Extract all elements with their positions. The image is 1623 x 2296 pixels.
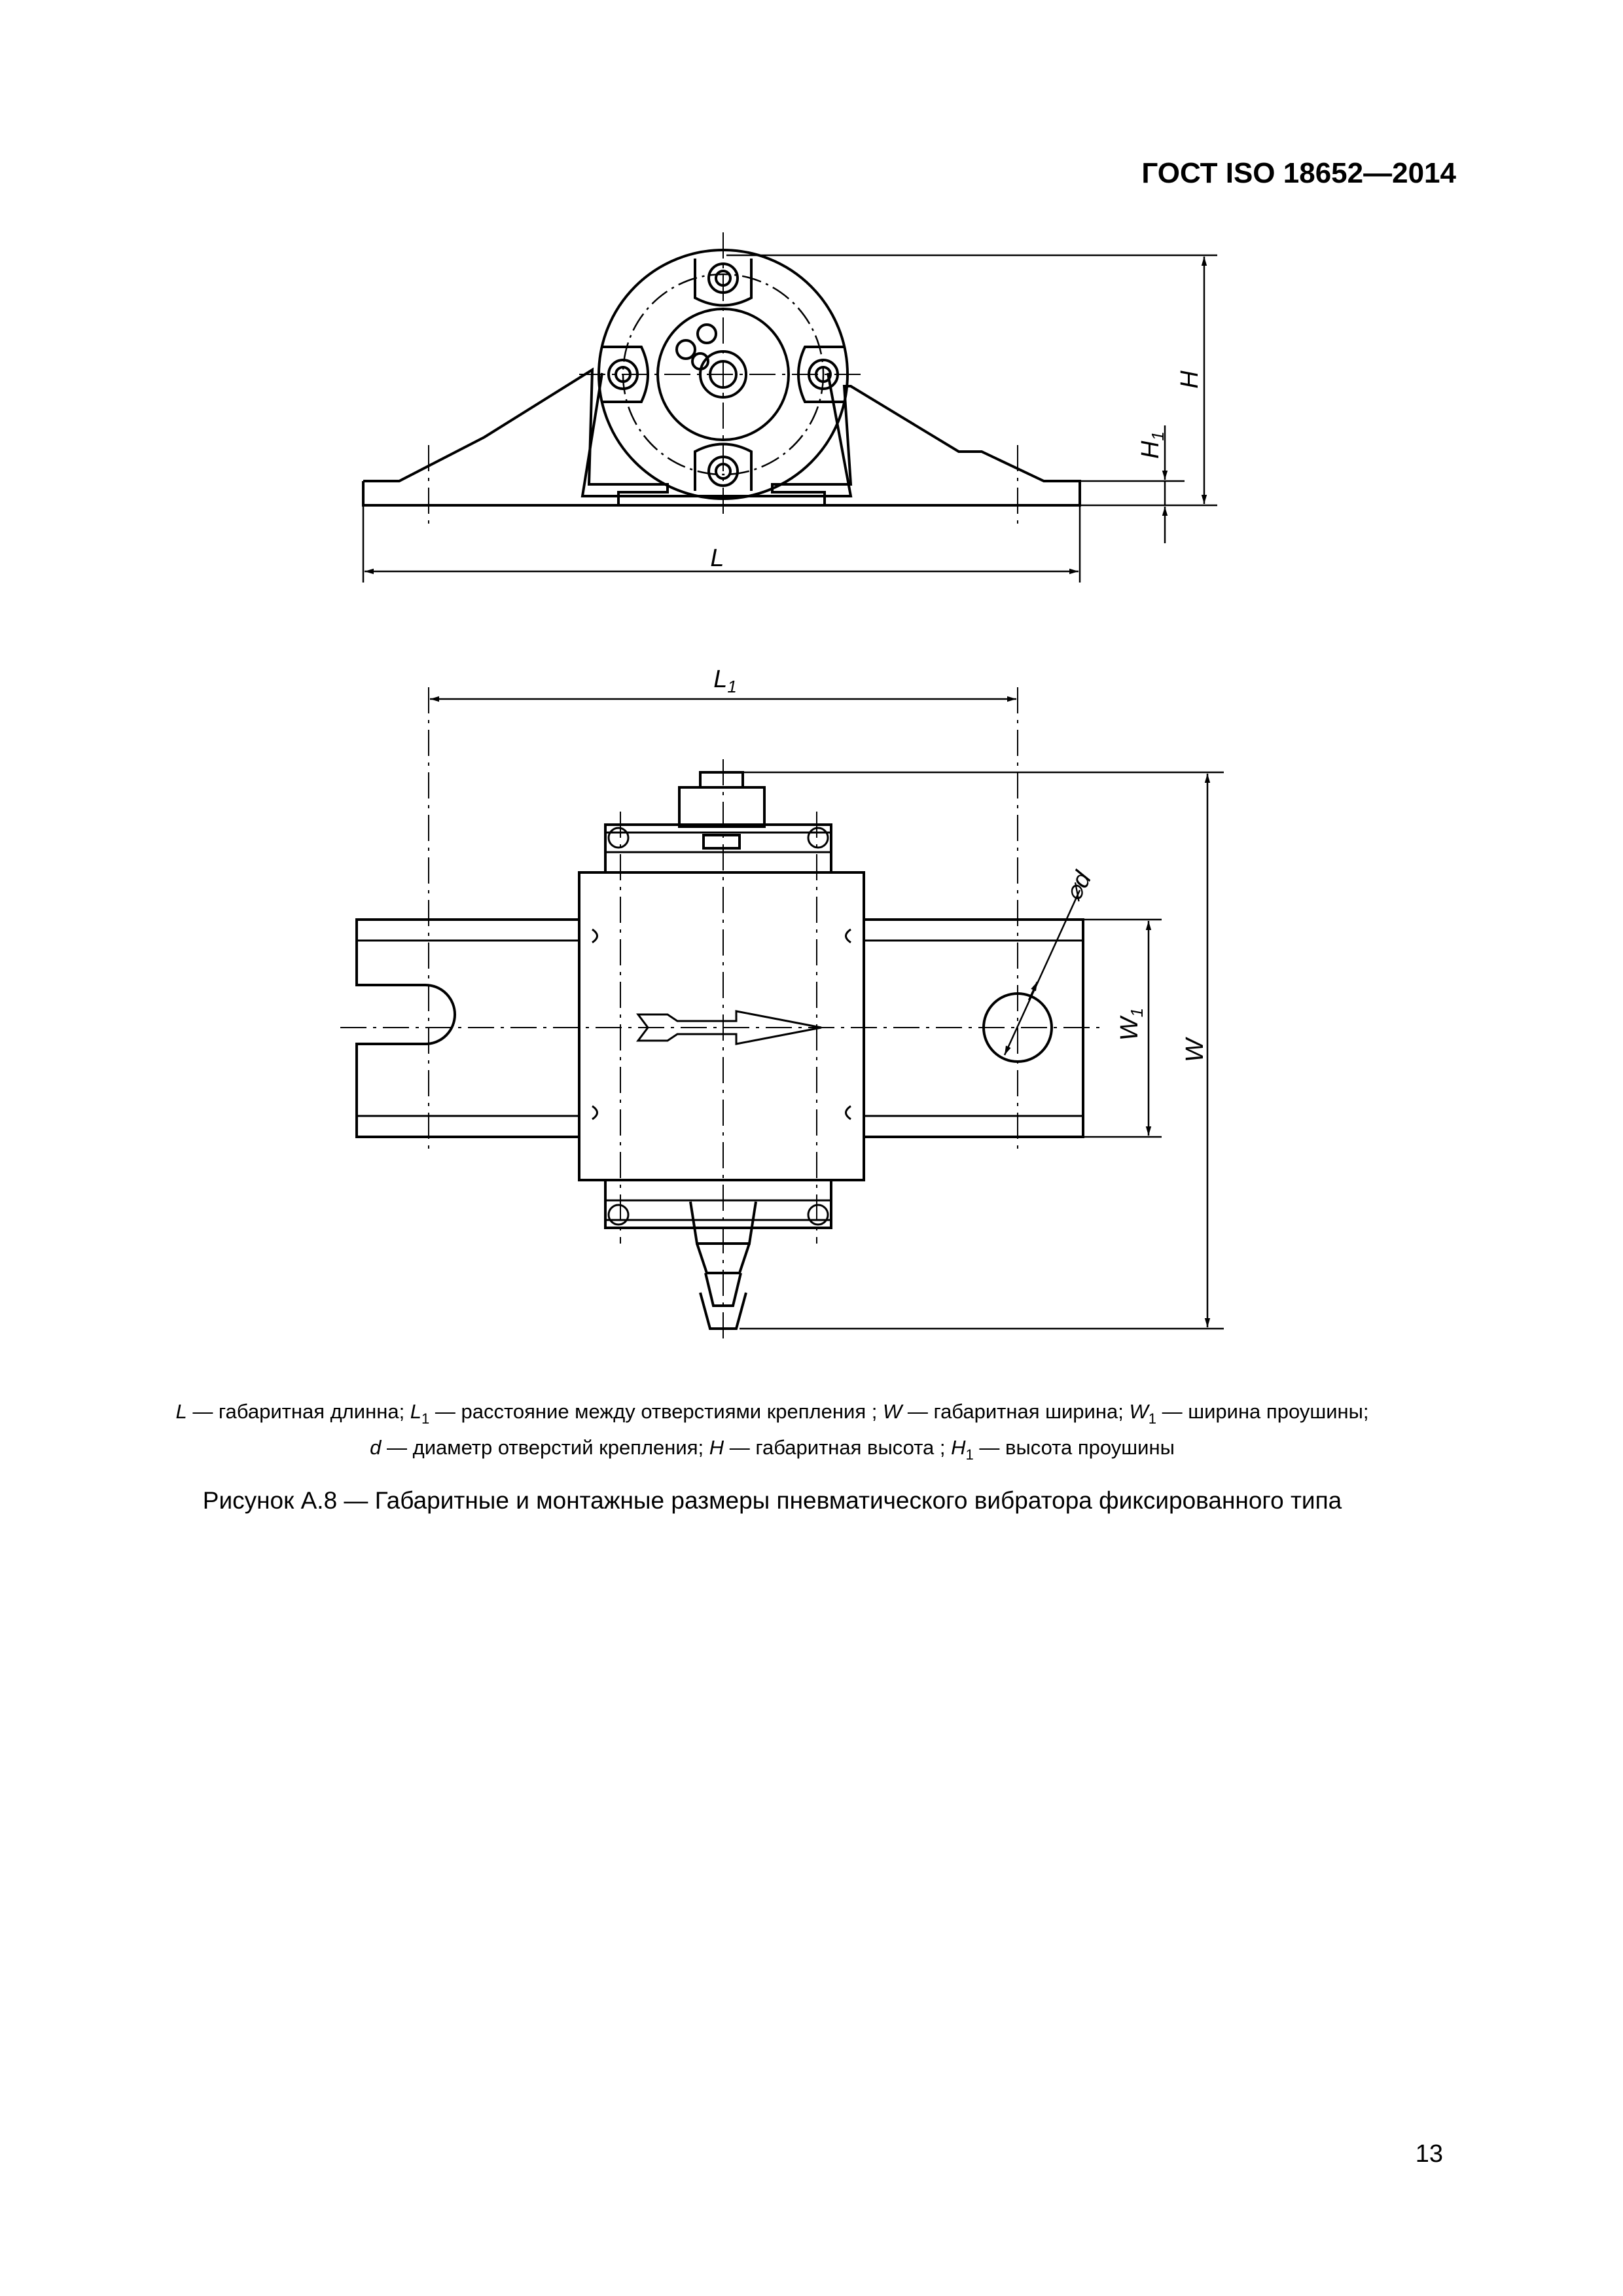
legend-text: — габаритная ширина;: [902, 1400, 1130, 1423]
label-H1: [1137, 431, 1168, 459]
label-d: ⌀d: [1059, 867, 1097, 906]
document-header: ГОСТ ISO 18652—2014: [1141, 157, 1456, 189]
label-H1-sub: 1: [1148, 431, 1168, 441]
legend-sub: 1: [965, 1446, 974, 1463]
label-H1-main: H: [1137, 440, 1164, 459]
plan-view-dimensions: [430, 699, 1224, 1329]
figure-caption: Рисунок А.8 — Габаритные и монтажные размеры пневматического вибратора фиксированного типа: [202, 1487, 1342, 1514]
legend-text: — ширина проушины;: [1156, 1400, 1369, 1423]
label-W1-main: W: [1116, 1017, 1143, 1041]
plan-view: [340, 687, 1106, 1342]
legend-text: — габаритная высота ;: [724, 1436, 952, 1459]
legend-text: — диаметр отверстий крепления;: [381, 1436, 709, 1459]
legend-sym: H: [709, 1436, 724, 1459]
legend-sym: W: [882, 1400, 902, 1423]
label-L: L: [710, 545, 724, 572]
housing-side-left: [582, 373, 851, 496]
legend-line-1: [98, 1397, 1446, 1433]
label-W: W: [1181, 1039, 1209, 1062]
top-nut: [679, 787, 764, 827]
label-H: H: [1176, 370, 1204, 389]
label-L1: [713, 666, 737, 696]
legend-sym: d: [370, 1436, 382, 1459]
legend-sym: H: [951, 1436, 966, 1459]
legend-sym: L: [410, 1400, 422, 1423]
page-number: 13: [1415, 2140, 1443, 2168]
label-W1-sub: 1: [1127, 1007, 1147, 1018]
legend-line-2: [98, 1433, 1446, 1469]
legend-sym: L: [175, 1400, 187, 1423]
legend-text: — высота проушины: [973, 1436, 1175, 1459]
legend-sym: W: [1129, 1400, 1149, 1423]
legend-sub: 1: [421, 1410, 430, 1427]
label-L1-sub: 1: [727, 677, 737, 696]
port-hole-1: [677, 340, 695, 359]
port-hole-2: [698, 325, 716, 343]
central-body: [579, 872, 864, 1180]
legend-text: — расстояние между отверстиями крепления ;: [429, 1400, 883, 1423]
dim-line-d: [1005, 890, 1080, 1055]
front-view-dimensions: [363, 255, 1217, 583]
legend: [98, 1397, 1446, 1469]
label-W1: [1116, 1008, 1147, 1041]
legend-text: — габаритная длинна;: [187, 1400, 410, 1423]
front-view: [363, 232, 1080, 524]
legend-sub: 1: [1148, 1410, 1156, 1427]
label-L1-main: L: [713, 666, 728, 693]
